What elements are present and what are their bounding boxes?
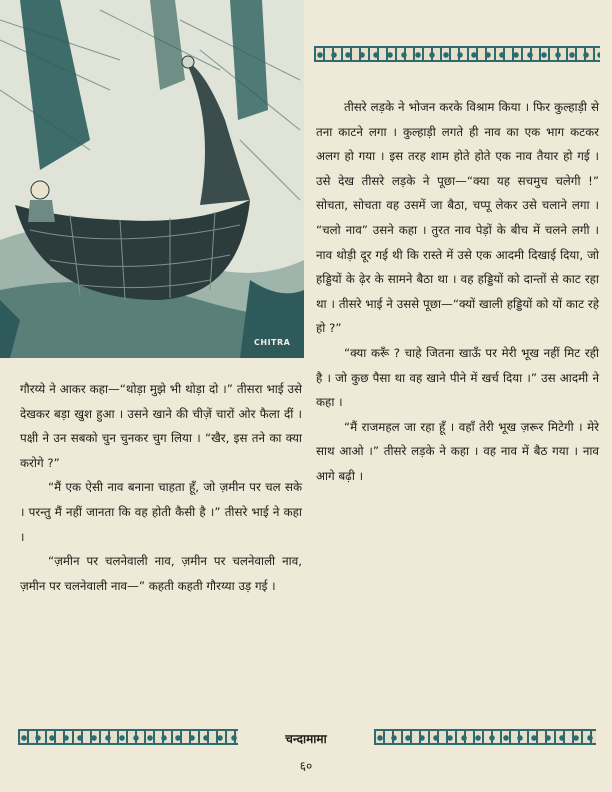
magazine-title: चन्दामामा <box>285 732 327 746</box>
paragraph: “मैं एक ऐसी नाव बनाना चाहता हूँ, जो ज़मीन पर चल सके । परन्तु मैं नहीं जानता कि वह होती कैसी है ।” तीसरे भाई ने कहा । <box>20 480 302 544</box>
right-column-text <box>316 95 599 489</box>
left-column-text <box>20 377 302 598</box>
page-number: ६० <box>299 759 313 773</box>
story-illustration <box>0 0 304 358</box>
paragraph: “क्या करूँ ? चाहे जितना खाऊँ पर मेरी भूख नहीं मिट रही है । जो कुछ पैसा था वह खाने पीने में खर्च दिया ।” उस आदमी ने कहा । <box>316 345 599 410</box>
paragraph: “मैं राजमहल जा रहा हूँ । वहाँ तेरी भूख ज़रूर मिटेगी । मेरे साथ आओ ।” तीसरे लड़के ने कहा । वह नाव में बैठ गया । नाव आगे बढ़ी । <box>316 419 599 483</box>
paragraph: गौरय्ये ने आकर कहा—“थोड़ा मुझे भी थोड़ा दो ।” तीसरा भाई उसे देखकर बड़ा खुश हुआ । उसने खाने की चीज़ें चारों ओर फैला दीं । पक्षी ने उन सबको चुन चुनकर चुग लिया । “खैर, इस तने का क्या करोगे ?” <box>20 382 302 470</box>
paragraph: “ज़मीन पर चलनेवाली नाव, ज़मीन पर चलनेवाली नाव, ज़मीन पर चलनेवाली नाव—” कहती कहती गौरय्या उड़ गई । <box>20 554 302 593</box>
decorative-border-top <box>314 46 600 62</box>
artist-signature: CHITRA <box>254 338 291 347</box>
paragraph: तीसरे लड़के ने भोजन करके विश्राम किया । फिर कुल्हाड़ी से तना काटने लगा । कुल्हाड़ी लगते ही नाव का एक भाग कटकर अलग हो गया । इस तरह शाम होते होते एक नाव तैयार हो गई । उसे देख तीसरे लड़के ने पूछा—“क्या यह सचमुच चलेगी !” सोचता, सोचता वह उसमें जा बैठा, चप्पू लेकर उसे चलाने लगा । “चलो नाव” उसने कहा । तुरत नाव पेड़ों के बीच में चलने लगी । नाव थोड़ी दूर गई थी कि रास्ते में उसे एक आदमी दिखाई दिया, जो हड्डियों के ढ़ेर के सामने बैठा था । वह हड्डियों को दान्तों से काट रहा था । तीसरे भाई ने उससे पूछा—“क्यों खाली हड्डियों को यों काट रहे हो ?” <box>316 100 599 336</box>
boat-in-forest-illustration <box>0 0 304 358</box>
